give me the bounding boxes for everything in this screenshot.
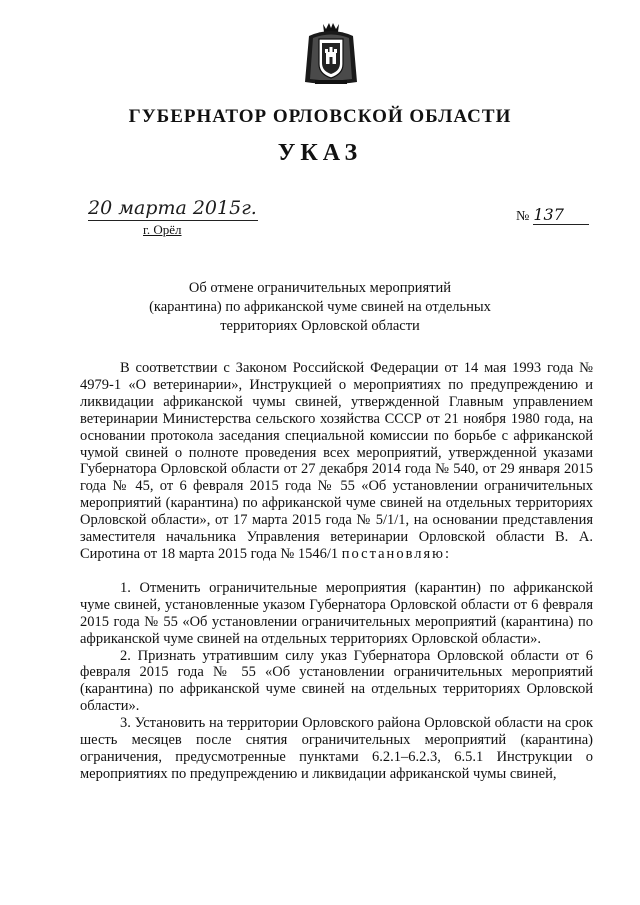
number-label: № [516,209,530,224]
title-line: территориях Орловской области [220,318,420,334]
issuing-authority: ГУБЕРНАТОР ОРЛОВСКОЙ ОБЛАСТИ [128,106,512,127]
decree-item-3: 3. Установить на территории Орловского района Орловской области на срок шесть месяцев после снятия ограничительных мероприятий (карантина) ограничения, предусмотренные пунктами 6.2.1–6.2.3, 6.5.1 Инструкции о мероприятиях по предупреждению и ликвидации африканской чумы свиней, [80,715,593,782]
document-type: УКАЗ [277,140,363,166]
decree-item-2: 2. Признать утратившим силу указ Губернатора Орловской области от 6 февраля 2015 года № 55 «Об установлении ограничительных мероприятий (карантина) по африканской чуме свиней на отдельных территориях Орловской области». [80,647,593,715]
document-title [0,279,640,336]
preamble-paragraph [80,360,593,563]
decree-item-1: 1. Отменить ограничительные мероприятия (карантин) по африканской чуме свиней, установленные указом Губернатора Орловской области от 6 февраля 2015 года № 55 «Об установлении ограничительных мероприятий (карантина) по африканской чуме свиней на отдельных территориях Орловской области». [80,579,593,647]
preamble-text: В соответствии с Законом Российской Федерации от 14 мая 1993 года № 4979-1 «О ветеринарии», Инструкцией о мероприятиях по предупреждению и ликвидации африканской чумы свиней, утвержденной Главным управлением ветеринарии Министерства сельского хозяйства СССР от 21 ноября 1980 года, на основании протокола заседания специальной комиссии по борьбе с африканской чумой свиней о полноте проведения всех мероприятий, утвержденной указами Губернатора Орловской области от 27 декабря 2014 года № 540, от 29 января 2015 года № 45, от 6 февраля 2015 года № 55 «Об установлении ограничительных мероприятий (карантина) по африканской чуме свиней на отдельных территориях Орловской области», от 17 марта 2015 года № 5/1/1, на основании представления заместителя начальника Управления ветеринарии Орловской области В. А. Сиротина от 18 марта 2015 года № 1546/1 [80,360,593,562]
date-underline [88,220,258,221]
city-label: г. Орёл [143,222,182,237]
handwritten-date: 20 марта 2015г. [88,197,257,219]
title-line: Об отмене ограничительных мероприятий [188,280,452,296]
document-body [80,360,593,783]
title-line: (карантина) по африканской чуме свиней на отдельных [149,299,491,315]
decree-word: постановляю: [341,545,451,562]
document-number [516,205,589,225]
handwritten-number: 137 [533,205,589,225]
coat-of-arms-icon [303,22,359,88]
